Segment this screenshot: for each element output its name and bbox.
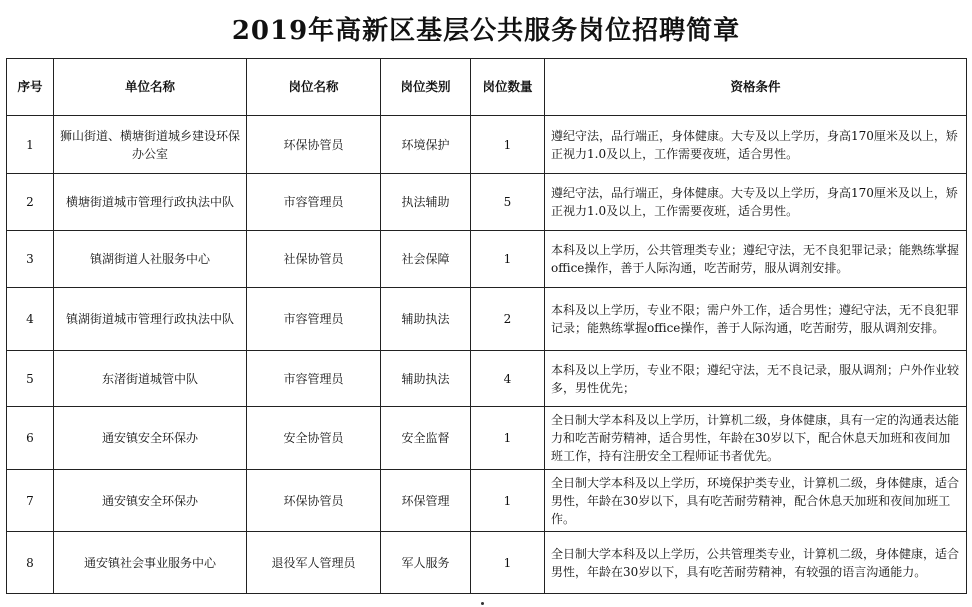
cell-position: 市容管理员	[247, 288, 381, 351]
cell-count: 1	[471, 532, 545, 594]
cell-unit: 横塘街道城市管理行政执法中队	[54, 174, 247, 231]
cell-no: 8	[7, 532, 54, 594]
cell-category: 安全监督	[381, 407, 471, 470]
header-position: 岗位名称	[247, 59, 381, 116]
cell-unit: 镇湖街道人社服务中心	[54, 231, 247, 288]
cell-no: 7	[7, 470, 54, 532]
cell-unit: 东渚街道城管中队	[54, 351, 247, 407]
cell-count: 4	[471, 351, 545, 407]
header-unit: 单位名称	[54, 59, 247, 116]
cell-requirements: 全日制大学本科及以上学历，计算机二级，身体健康，具有一定的沟通表达能力和吃苦耐劳精神，适合男性，年龄在30岁以下，配合休息天加班和夜间加班工作，持有注册安全工程师证书者优先。	[545, 407, 967, 470]
cell-category: 执法辅助	[381, 174, 471, 231]
table-header-row	[7, 59, 967, 116]
cell-unit: 镇湖街道城市管理行政执法中队	[54, 288, 247, 351]
cell-requirements: 本科及以上学历，公共管理类专业；遵纪守法，无不良犯罪记录；能熟练掌握office操作，善于人际沟通，吃苦耐劳，服从调剂安排。	[545, 231, 967, 288]
cell-category: 环保管理	[381, 470, 471, 532]
cell-no: 4	[7, 288, 54, 351]
cell-category: 环境保护	[381, 116, 471, 174]
cell-requirements: 全日制大学本科及以上学历，公共管理类专业，计算机二级，身体健康，适合男性，年龄在30岁以下，具有吃苦耐劳精神，有较强的语言沟通能力。	[545, 532, 967, 594]
cell-position: 市容管理员	[247, 174, 381, 231]
cell-unit: 狮山街道、横塘街道城乡建设环保办公室	[54, 116, 247, 174]
page-title: 2019年高新区基层公共服务岗位招聘简章	[231, 16, 741, 46]
table-row	[7, 231, 967, 288]
table-row	[7, 407, 967, 470]
recruitment-table	[6, 58, 967, 594]
table-row	[7, 174, 967, 231]
cell-unit: 通安镇安全环保办	[54, 470, 247, 532]
cell-position: 社保协管员	[247, 231, 381, 288]
header-count: 岗位数量	[471, 59, 545, 116]
cell-position: 市容管理员	[247, 351, 381, 407]
table-row	[7, 116, 967, 174]
cell-count: 1	[471, 231, 545, 288]
cell-category: 辅助执法	[381, 351, 471, 407]
cell-no: 6	[7, 407, 54, 470]
cell-category: 辅助执法	[381, 288, 471, 351]
cell-position: 环保协管员	[247, 470, 381, 532]
table-row	[7, 351, 967, 407]
cell-no: 5	[7, 351, 54, 407]
header-requirements: 资格条件	[545, 59, 967, 116]
cell-count: 1	[471, 116, 545, 174]
cell-count: 1	[471, 470, 545, 532]
cell-count: 2	[471, 288, 545, 351]
cell-requirements: 遵纪守法，品行端正，身体健康。大专及以上学历，身高170厘米及以上，矫正视力1.0及以上，工作需要夜班，适合男性。	[545, 116, 967, 174]
cell-count: 5	[471, 174, 545, 231]
cell-no: 1	[7, 116, 54, 174]
cell-requirements: 遵纪守法，品行端正，身体健康。大专及以上学历，身高170厘米及以上，矫正视力1.0及以上，工作需要夜班，适合男性。	[545, 174, 967, 231]
page-dot	[481, 602, 484, 605]
cell-count: 1	[471, 407, 545, 470]
header-category: 岗位类别	[381, 59, 471, 116]
table-row	[7, 532, 967, 594]
table-row	[7, 288, 967, 351]
cell-position: 退役军人管理员	[247, 532, 381, 594]
table-row	[7, 470, 967, 532]
cell-requirements: 本科及以上学历，专业不限；遵纪守法，无不良记录，服从调剂；户外作业较多，男性优先；	[545, 351, 967, 407]
cell-unit: 通安镇安全环保办	[54, 407, 247, 470]
header-no: 序号	[7, 59, 54, 116]
cell-requirements: 全日制大学本科及以上学历，环境保护类专业，计算机二级，身体健康，适合男性，年龄在30岁以下，具有吃苦耐劳精神，配合休息天加班和夜间加班工作。	[545, 470, 967, 532]
cell-category: 社会保障	[381, 231, 471, 288]
cell-position: 环保协管员	[247, 116, 381, 174]
cell-no: 2	[7, 174, 54, 231]
cell-position: 安全协管员	[247, 407, 381, 470]
cell-no: 3	[7, 231, 54, 288]
cell-unit: 通安镇社会事业服务中心	[54, 532, 247, 594]
cell-requirements: 本科及以上学历，专业不限；需户外工作，适合男性；遵纪守法，无不良犯罪记录；能熟练掌握office操作，善于人际沟通，吃苦耐劳，服从调剂安排。	[545, 288, 967, 351]
cell-category: 军人服务	[381, 532, 471, 594]
